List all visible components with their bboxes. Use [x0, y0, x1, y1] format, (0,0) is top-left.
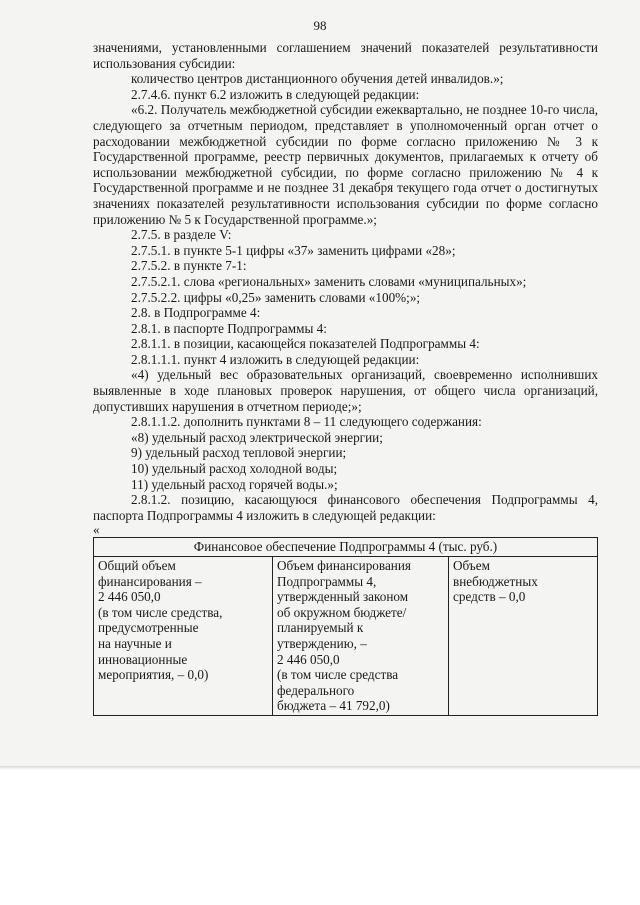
paragraph: «8) удельный расход электрической энергии;	[131, 429, 383, 445]
paragraph: 2.7.5.2.1. слова «региональных» заменить словами «муниципальных»;	[131, 273, 527, 289]
financing-table-header: Финансовое обеспечение Подпрограммы 4 (тыс. руб.)	[94, 538, 598, 557]
paragraph: 2.8.1.2. позицию, касающуюся финансового обеспечения Подпрограммы 4, паспорта Подпрограммы 4 изложить в следующей редакции:	[93, 492, 598, 523]
cell-line: 2 446 050,0	[277, 651, 340, 667]
page-number: 98	[313, 18, 327, 33]
paragraph: количество центров дистанционного обучения детей инвалидов.»;	[131, 71, 504, 87]
paragraph: 10) удельный расход холодной воды;	[131, 461, 338, 477]
paragraph: 2.8.1.1.1. пункт 4 изложить в следующей редакции:	[131, 351, 420, 367]
paragraph: 2.8.1. в паспорте Подпрограммы 4:	[131, 320, 327, 336]
financing-table	[93, 537, 598, 716]
cell-line: предусмотренные	[98, 620, 199, 636]
paragraph: 2.7.5.1. в пункте 5-1 цифры «37» заменить цифрами «28»;	[131, 242, 456, 258]
paragraph: 2.8.1.1. в позиции, касающейся показателей Подпрограммы 4:	[131, 336, 480, 352]
cell-line: об окружном бюджете/	[277, 604, 407, 620]
paragraph: 9) удельный расход тепловой энергии;	[131, 445, 347, 461]
cell-line: финансирования –	[98, 573, 202, 589]
cell-line: инновационные	[98, 651, 188, 667]
paragraph: 2.7.5.2.2. цифры «0,25» заменить словами «100%;»;	[131, 289, 421, 305]
cell-line: средств – 0,0	[453, 589, 526, 605]
cell-line: на научные и	[98, 635, 172, 651]
cell-line: бюджета – 41 792,0)	[277, 698, 390, 714]
paragraph: 2.8. в Подпрограмме 4:	[131, 305, 261, 321]
cell-line: Объем финансирования	[277, 558, 411, 573]
paragraph: 11) удельный расход горячей воды.»;	[131, 476, 338, 492]
cell-line: федерального	[277, 682, 355, 698]
scan-edge	[0, 766, 640, 770]
cell-line: планируемый к	[277, 620, 364, 636]
paragraph: 2.7.5. в разделе V:	[131, 227, 232, 243]
cell-line: (в том числе средства	[277, 667, 399, 683]
paragraph: «4) удельный вес образовательных организаций, своевременно исполнивших выявленные в ходе плановых проверок нарушения, от общего числа организаций, допустивших нарушения в отчетном периоде;»;	[93, 367, 598, 414]
cell-line: утверждению, –	[277, 635, 367, 651]
paragraph: 2.8.1.1.2. дополнить пунктами 8 – 11 следующего содержания:	[131, 414, 482, 430]
cell-line: Общий объем	[98, 558, 176, 573]
cell-line: Подпрограммы 4,	[277, 573, 377, 589]
cell-line: утвержденный законом	[277, 589, 409, 605]
paragraph-list	[93, 40, 598, 523]
cell-line: 2 446 050,0	[98, 589, 161, 605]
cell-line: внебюджетных	[453, 573, 538, 589]
cell-line: мероприятия, – 0,0)	[98, 667, 209, 683]
open-quote: «	[93, 522, 100, 538]
cell-total-financing	[94, 557, 273, 716]
cell-line: Объем	[453, 558, 490, 573]
paragraph: 2.7.5.2. в пункте 7-1:	[131, 258, 247, 274]
paragraph: «6.2. Получатель межбюджетной субсидии ежеквартально, не позднее 10-го числа, следующего за отчетным периодом, представляет в уполномоченный орган отчет о расходовании межбюджетной субсидии по форме согласно приложению № 3 к Государственной программе, реестр первичных документов, прилагаемых к отчету об использовании межбюджетной субсидии, по форме согласно приложению № 4 к Государственной программе и не позднее 31 декабря текущего года отчет о достигнутых значениях показателей результативности использования субсидии по форме согласно приложению № 5 к Государственной программе.»;	[93, 102, 598, 227]
cell-extrabudgetary	[449, 557, 598, 716]
paragraph: значениями, установленными соглашением значений показателей результативности использования субсидии:	[93, 40, 598, 71]
document-body	[93, 40, 598, 716]
paragraph: 2.7.4.6. пункт 6.2 изложить в следующей редакции:	[131, 86, 420, 102]
cell-line: (в том числе средства,	[98, 604, 223, 620]
cell-program-financing	[273, 557, 449, 716]
